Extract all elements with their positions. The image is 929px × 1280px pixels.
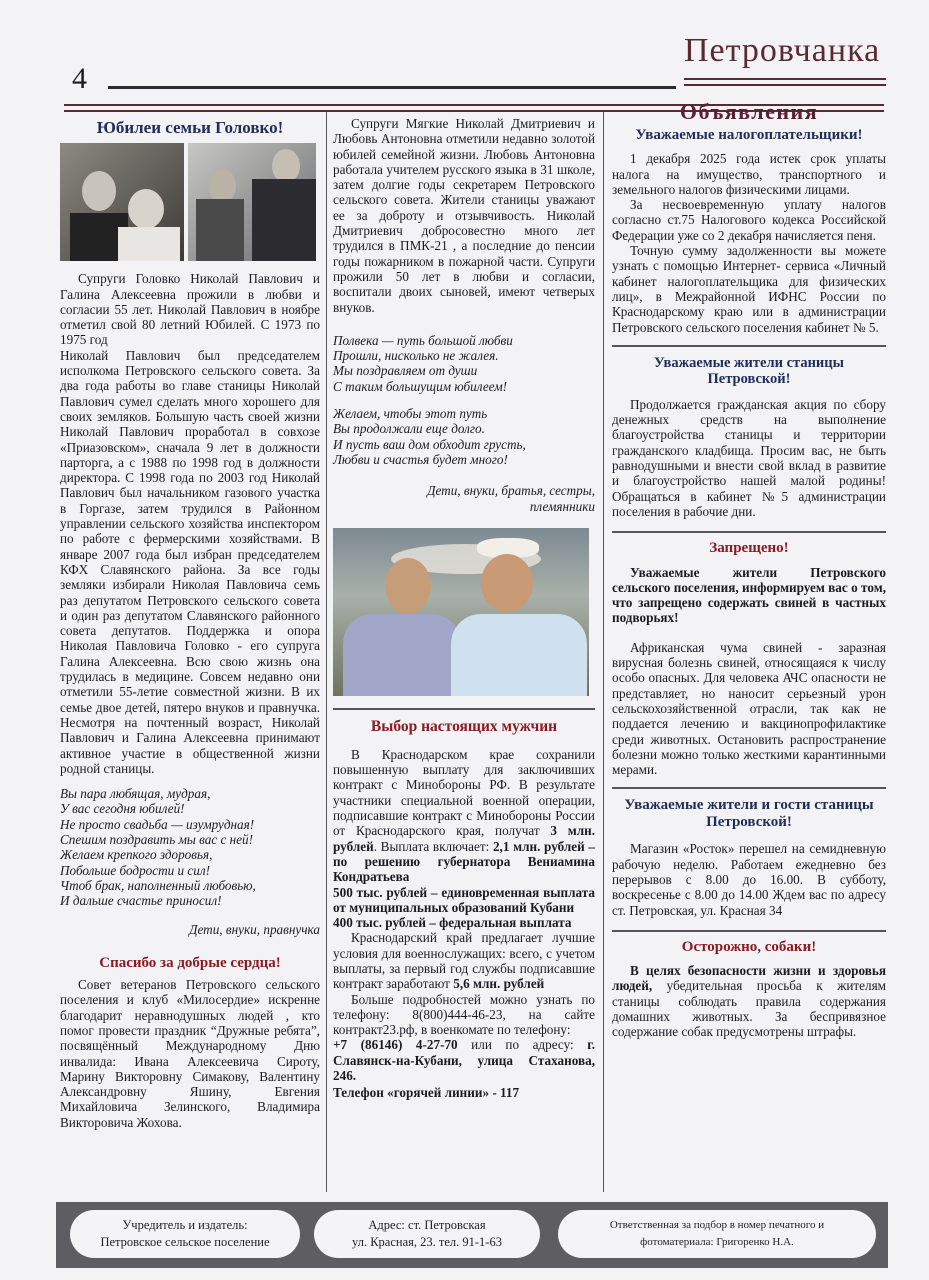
bold-paragraph: Уважаемые жители Петровского сельского поселения, информируем вас о том, что запрещено содержать свиней в частных подворьях! — [612, 564, 886, 626]
poem-line: Желаем крепкого здоровья, — [60, 847, 213, 863]
article-title-golovko: Юбилеи семьи Головко! — [96, 118, 284, 137]
bold-text: +7 (86146) 4-27-70 — [333, 1037, 458, 1053]
paragraph: Африканская чума свиней - заразная вирусная болезнь свиней, относящаяся к числу особо опасных. Для человека АЧС опасности не представляет, но наносит серьезный урон сельскохозяйственной отрасли, так как не поддается лечению и вакцинопрофилактике среди животных. Остановить распространение болезни можно только жесткими карантинными мерами. — [612, 639, 886, 778]
paragraph: Точную сумму задолженности вы можете узнать с помощью Интернет- сервиса «Личный кабинет налогоплательщика для физических лиц», в Межрайонной ИФНС России по Краснодарскому краю или в администрации Петровского сельского поселения кабинет № 5. — [612, 243, 886, 335]
poem-line: Чтоб брак, наполненный любовью, — [60, 877, 256, 893]
paragraph: Николай Павлович был председателем исполкома Петровского сельского совета. За два года работы во главе станицы Николай Павлович сумел сделать много хорошего для своих земляков. Большую часть своей жизни Николай Павлович проработал в совхозе «Приазовском», сначала 9 лет в должности парторга, а с 1988 по 1998 год в должности директора. С 1998 года по 2003 год Николай Павлович был начальником газового участка в Горгазе, затем трудился в Районном управлении сельского хозяйства инспектором по работе с фермерскими хозяйствами. В январе 2007 года был избран председателем КФХ Славянского района. За все годы земляки избирали Николая Павловича семь раз депутатом Петровского сельского совета и один раз депутатом Славянского районного совета депутатов. Поддержка и опора Николая Павловича Головко - его супруга Галина Алексеевна. Всю свою жизнь она трудилась в медицине. Совсем недавно они отметили 55-летие совместной жизни. В их семье двое детей, пятеро внуков и правнучка. Несмотря на почтенный возраст, Николай Павлович и Галина Алексеевна принимают активное участие в общественной жизни родной станицы. — [60, 347, 320, 776]
thanks-title: Спасибо за добрые сердца! — [99, 954, 281, 971]
paragraph: 1 декабря 2025 года истек срок уплаты налога на имущество, транспортного и земельного налогов физическими лицами. — [612, 151, 886, 197]
column-3 — [612, 99, 886, 1040]
poem-line: Прошли, нисколько не жалея. — [333, 348, 499, 364]
poem — [333, 333, 595, 394]
column-divider — [603, 112, 604, 1192]
article-title-men: Выбор настоящих мужчин — [370, 717, 558, 735]
poem-line: Мы поздравляем от души — [333, 363, 478, 379]
poem-line: Не просто свадьба — изумрудная! — [60, 816, 255, 832]
title-residents-guests: Уважаемые жители и гости станицы Петровской! — [624, 797, 874, 831]
section-rule — [612, 787, 886, 789]
bold-paragraph: 500 тыс. рублей – единовременная выплата от муниципальных образований Кубани — [333, 884, 595, 915]
header-rule — [108, 86, 676, 89]
bold-text: 3 млн. рублей — [333, 823, 596, 854]
bold-text: г. Славянск-на-Кубани, улица Стаханова, 246. — [333, 1037, 595, 1084]
poem-line: У вас сегодня юбилей! — [60, 801, 185, 817]
bold-text: 5,6 млн. рублей — [453, 976, 545, 992]
footer-text: Ответственная за подбор в номер печатного и — [609, 1219, 825, 1231]
photo-row — [60, 143, 320, 261]
couple-photo-color — [333, 528, 589, 696]
footer-address — [314, 1210, 540, 1258]
section-rule — [612, 531, 886, 533]
poem-line: Желаем, чтобы этот путь — [333, 406, 488, 422]
paragraph: Совет ветеранов Петровского сельского поселения и клуб «Милосердие» искренне благодарит неравнодушных людей , кто помог провести праздник “Дружные ребята”, посвящённый Международному Дню инвалида: Ивана Алексеевича Сироту, Марину Викторовну Симакову, Валентину Александровну Яшину, Евгения Михайловича Зелинского, Владимира Викторовича Жохова. — [60, 977, 320, 1130]
section-rule — [612, 345, 886, 347]
couple-photo — [188, 143, 316, 261]
paragraph — [333, 930, 595, 991]
text: Краснодарский край предлагает лучшие условия для военнослужащих: всего, с учетом выплаты, за первый год службы подписавшие контракт заработают — [333, 930, 595, 992]
signature: Дети, внуки, братья, сестры, племянники — [427, 483, 595, 514]
masthead-rule — [684, 78, 886, 86]
text: убедительная просьба к жителям станицы соблюдать правила содержания домашних животных. За беспривязное содержание собак предусмотрены штрафы. — [612, 978, 886, 1040]
footer-text: Адрес: ст. Петровская — [368, 1218, 486, 1232]
paragraph — [333, 1037, 595, 1083]
text: В Краснодарском крае сохранили повышенную выплату для заключивших контракт с Минобороны РФ. В результате участники специальной военной операции, подписавшие контракт с Минобороны России от Краснодарского края, получат — [333, 746, 595, 839]
bold-text: В целях безопасности жизни и здоровья людей, — [612, 963, 886, 994]
bold-paragraph: Телефон «горячей линии» - 117 — [333, 1085, 520, 1101]
poem — [333, 406, 595, 467]
footer-editor — [558, 1210, 876, 1258]
bold-text: 2,1 млн. рублей – по решению губернатора Вениамина Кондратьева — [333, 838, 595, 885]
poem-line: И пусть ваш дом обходит грусть, — [333, 436, 526, 452]
poem-line: И дальше счастье приносил! — [60, 893, 222, 909]
poem-line: Вы пара любящая, мудрая, — [60, 786, 211, 802]
section-rule — [612, 930, 886, 932]
masthead-title: Петровчанка — [684, 32, 881, 69]
column-2 — [333, 116, 595, 1101]
paragraph — [333, 747, 595, 885]
wedding-photo — [60, 143, 184, 261]
poem-line: Любви и счастья будет много! — [333, 451, 508, 467]
paragraph: Больше подробностей можно узнать по телефону: 8(800)444-46-23, на сайте контракт23.рф, в военкомате по телефону: — [333, 991, 595, 1038]
poem-line: С таким большущим юбилеем! — [333, 378, 508, 394]
poem-line: Полвека — путь большой любви — [333, 332, 513, 348]
paragraph: Магазин «Росток» перешел на семидневную рабочую неделю. Работаем ежедневно без перерывов с 8.00 до 16.00. В субботу, воскресенье с 8.00 до 14.00 Ждем вас по адресу ст. Петровская, ул. Красная 34 — [612, 841, 886, 918]
footer-text: ул. Красная, 23. тел. 91-1-63 — [352, 1235, 502, 1249]
signature: Дети, внуки, правнучка — [189, 922, 320, 938]
page-number: 4 — [72, 62, 87, 95]
text: или по адресу: — [457, 1037, 574, 1053]
paragraph: За несвоевременную уплату налогов согласно ст.75 Налогового кодекса Российской Федерации уже со 2 декабря начисляется пеня. — [612, 197, 886, 243]
paragraph: Супруги Головко Николай Павлович и Галина Алексеевна прожили в любви и согласии 55 лет. Николай Павлович в ноябре отметил свой 80 летний Юбилей. С 1973 по 1975 год — [60, 271, 320, 348]
paragraph: Продолжается гражданская акция по сбору денежных средств на выполнение благоустройства станицы и территории гражданского кладбища. Просим вас, не быть равнодушными и внести свой вклад в развитие и благоустройство нашей малой родины! Обращаться в кабинет №5 администрации поселения в рабочие дни. — [612, 396, 886, 519]
column-1 — [60, 116, 320, 1130]
column-divider — [326, 112, 327, 1192]
title-forbidden: Запрещено! — [709, 540, 789, 557]
footer-bar — [56, 1202, 888, 1268]
text: . Выплата включает: — [373, 838, 490, 854]
poem-line: Вы продолжали еще долго. — [333, 421, 485, 437]
footer-text: Учредитель и издатель: — [122, 1218, 248, 1232]
bold-paragraph: 400 тыс. рублей – федеральная выплата — [333, 915, 572, 931]
title-taxpayers: Уважаемые налогоплательщики! — [635, 127, 863, 144]
title-dogs: Осторожно, собаки! — [681, 938, 817, 955]
paragraph: Супруги Мягкие Николай Дмитриевич и Любовь Антоновна отметили недавно золотой юбилей семейной жизни. Любовь Антоновна работала учителем русского языка в 31 школе, затем долгие годы секретарем Петровского сельского совета. Жители станицы уважают ее за доброту и отзывчивость. Николай Дмитриевич добросовестно много лет трудился в ПМК-21 , а последние до пенсии годы пожарником в пожарной части. Супруги прожили 50 лет в любви и согласии, воспитали двоих сыновей, имеют четверых внуков. — [333, 116, 595, 315]
title-residents: Уважаемые жители станицы Петровской! — [654, 354, 844, 387]
footer-text: Петровское сельское поселение — [100, 1235, 270, 1249]
footer-text: фотоматериала: Григоренко Н.А. — [640, 1236, 794, 1248]
poem — [60, 786, 320, 908]
paragraph — [612, 963, 886, 1039]
footer-publisher — [70, 1210, 300, 1258]
poem-line: Побольше бодрости и сил! — [60, 862, 211, 878]
poem-line: Спешим поздравить мы вас с ней! — [60, 831, 254, 847]
section-announcements: Объявления — [679, 99, 819, 124]
section-rule — [333, 708, 595, 710]
